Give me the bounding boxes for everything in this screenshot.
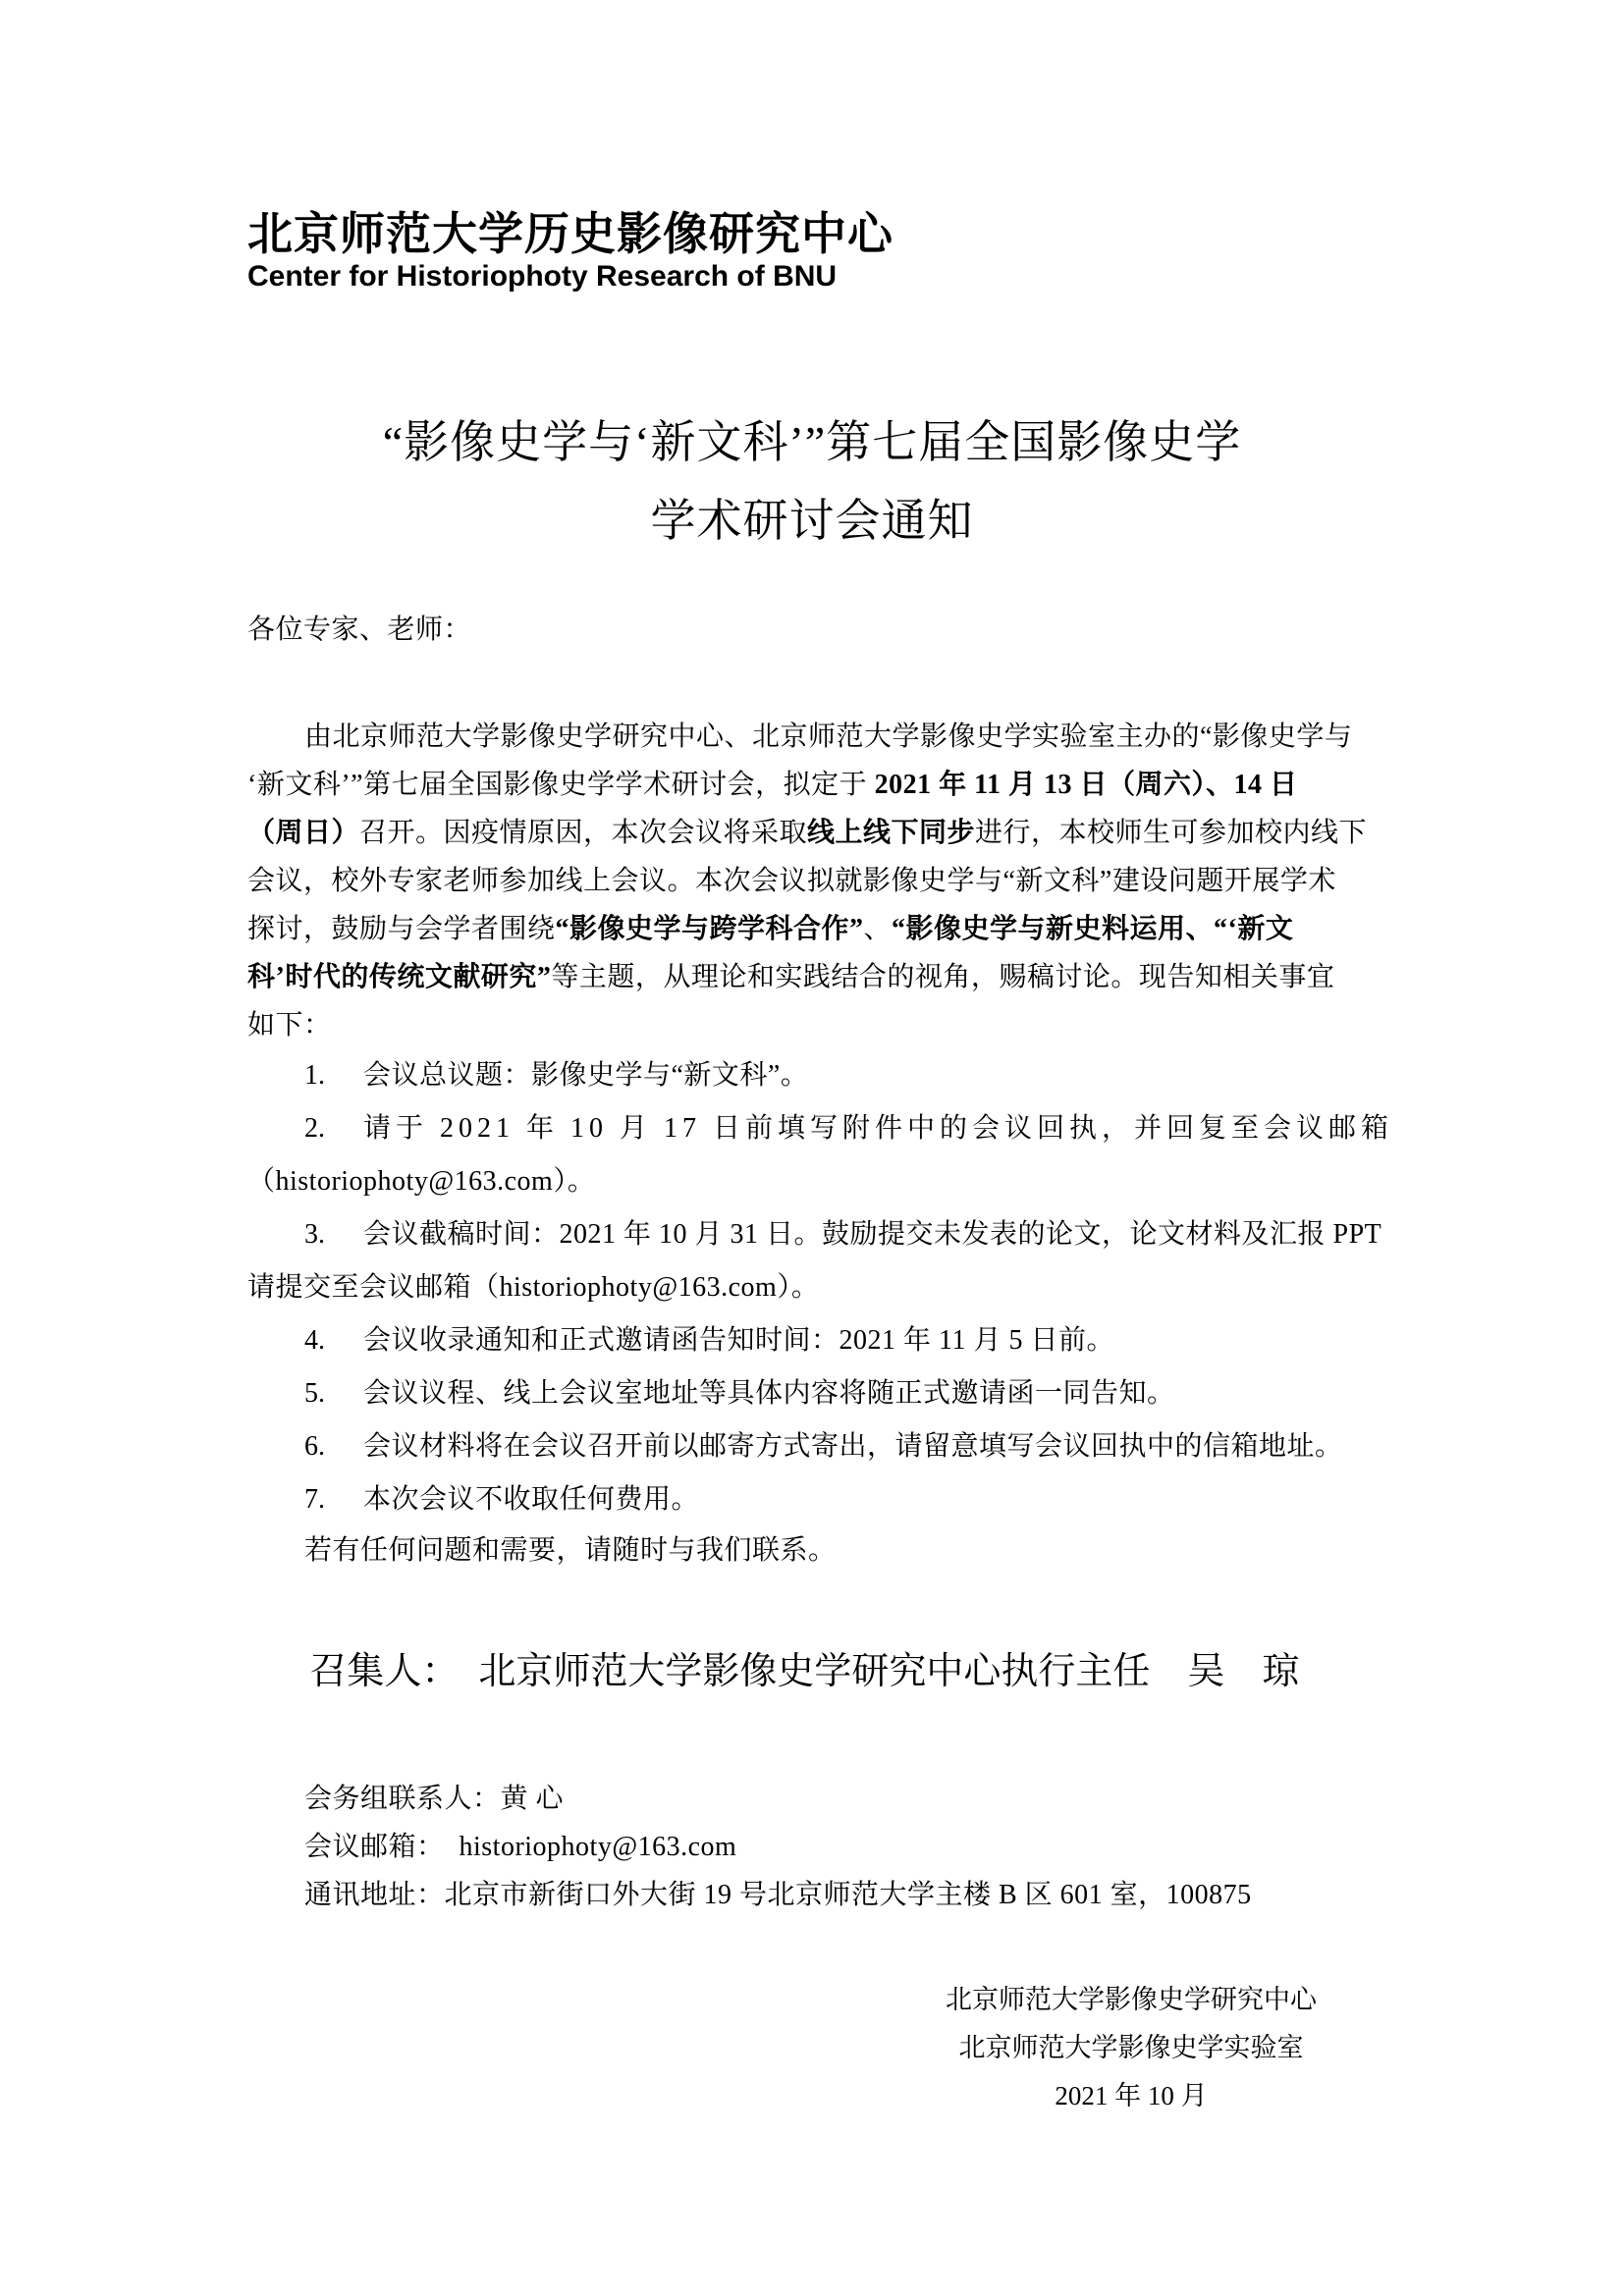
body-line [247,1102,1394,1155]
contact-line-address: 通讯地址：北京市新街口外大街 19 号北京师范大学主楼 B 区 601 室，100875 [304,1880,1252,1910]
body-line-segment: 会议，校外专家老师参加线上会议。本次会议拟就影像史学与“新文科”建设问题开展学术 [247,866,1336,896]
signature-org-2: 北京师范大学影像史学实验室 [958,2033,1304,2062]
signature-org-1: 北京师范大学影像史学研究中心 [946,1985,1317,2014]
list-item-number: 7. [304,1484,325,1515]
body-line [247,1314,1377,1367]
body-line-segment: 请于 2021 年 10 月 17 日前填写附件中的会议回执，并回复至会议邮箱 [363,1113,1394,1144]
body-line-segment: 召开。因疫情原因，本次会议将采取 [359,818,808,848]
body-line-segment: 、 [863,914,893,944]
org-name-en: Center for Historiophoty Research of BNU [247,260,838,293]
body-line-segment: 会议截稿时间：2021 年 10 月 31 日。鼓励提交未发表的论文，论文材料及汇报 PPT [363,1219,1382,1250]
body-line [247,1526,1377,1575]
signature-date: 2021 年 10 月 [1055,2081,1208,2110]
list-item-number: 3. [304,1219,325,1250]
body-line-segment: 请提交至会议邮箱（historiophoty@163.com）。 [247,1272,820,1303]
body-line [247,1001,1377,1049]
convener-line [247,1592,1377,1751]
body-line-segment: 2021 年 11 月 13 日（周六）、14 日 [874,770,1298,800]
body-line-segment: 科’时代的传统文献研究” [247,962,552,992]
body-line [247,1261,1377,1314]
body-line-segment: 由北京师范大学影像史学研究中心、北京师范大学影像史学实验室主办的“影像史学与 [304,721,1353,752]
body-line [247,953,1377,1001]
notice-title-line2: 学术研讨会通知 [650,496,974,546]
body-line-segment: 会议议程、线上会议室地址等具体内容将随正式邀请函一同告知。 [363,1378,1175,1409]
list-item-number: 2. [304,1113,325,1144]
salutation: 各位专家、老师： [247,614,472,645]
org-name-cn: 北京师范大学历史影像研究中心 [247,208,893,259]
list-item-number: 6. [304,1431,325,1462]
body-line-segment: （周日） [247,818,360,848]
body-line-segment: 如下： [247,1010,332,1041]
body-line-segment: “影像史学与跨学科合作” [555,914,864,944]
body-line-segment: 探讨，鼓励与会学者围绕 [247,914,556,944]
body-line-segment: 会议材料将在会议召开前以邮寄方式寄出，请留意填写会议回执中的信箱地址。 [363,1431,1343,1462]
body-line-segment: 线上线下同步 [807,818,976,848]
convener-title: 北京师范大学影像史学研究中心执行主任 [478,1651,1151,1692]
convener-name: 吴 琼 [1187,1651,1300,1692]
body-line-segment: “影像史学与新史料运用、“‘新文 [892,914,1294,944]
list-item-number: 1. [304,1060,325,1091]
body-line-segment: 会议收录通知和正式邀请函告知时间：2021 年 11 月 5 日前。 [363,1325,1114,1356]
body-line-segment: ‘新文科’”第七届全国影像史学学术研讨会，拟定于 [247,770,875,800]
body-line [247,1049,1377,1102]
body-paragraph [247,713,1394,1575]
body-line [247,809,1377,857]
body-line [247,1473,1377,1526]
body-line [247,905,1377,953]
body-line-segment: 若有任何问题和需要，请随时与我们联系。 [304,1535,837,1566]
body-line [247,1155,1377,1208]
notice-title-line1: “影像史学与‘新文科’”第七届全国影像史学 [382,417,1242,467]
list-item-number: 5. [304,1378,325,1409]
body-line-segment: （historiophoty@163.com）。 [247,1166,596,1197]
body-line [247,857,1377,905]
body-line [247,1420,1377,1473]
body-line-segment: 等主题，从理论和实践结合的视角，赐稿讨论。现告知相关事宜 [551,962,1335,992]
contact-block [247,1775,1377,1919]
body-line [247,1367,1377,1420]
body-line [247,713,1377,761]
notice-title [247,403,1377,561]
contact-line-liaison: 会务组联系人：黄 心 [304,1784,565,1814]
contact-line-email: 会议邮箱： historiophoty@163.com [304,1832,737,1862]
body-line [247,761,1377,809]
body-line-segment: 本次会议不收取任何费用。 [363,1484,700,1515]
body-line-segment: 进行，本校师生可参加校内线下 [975,818,1368,848]
body-line-segment: 会议总议题：影像史学与“新文科”。 [363,1060,809,1091]
letterhead [247,0,1377,294]
convener-label: 召集人： [309,1651,460,1692]
list-item-number: 4. [304,1325,325,1356]
signature-block [886,1976,1377,2120]
body-line [247,1208,1382,1261]
